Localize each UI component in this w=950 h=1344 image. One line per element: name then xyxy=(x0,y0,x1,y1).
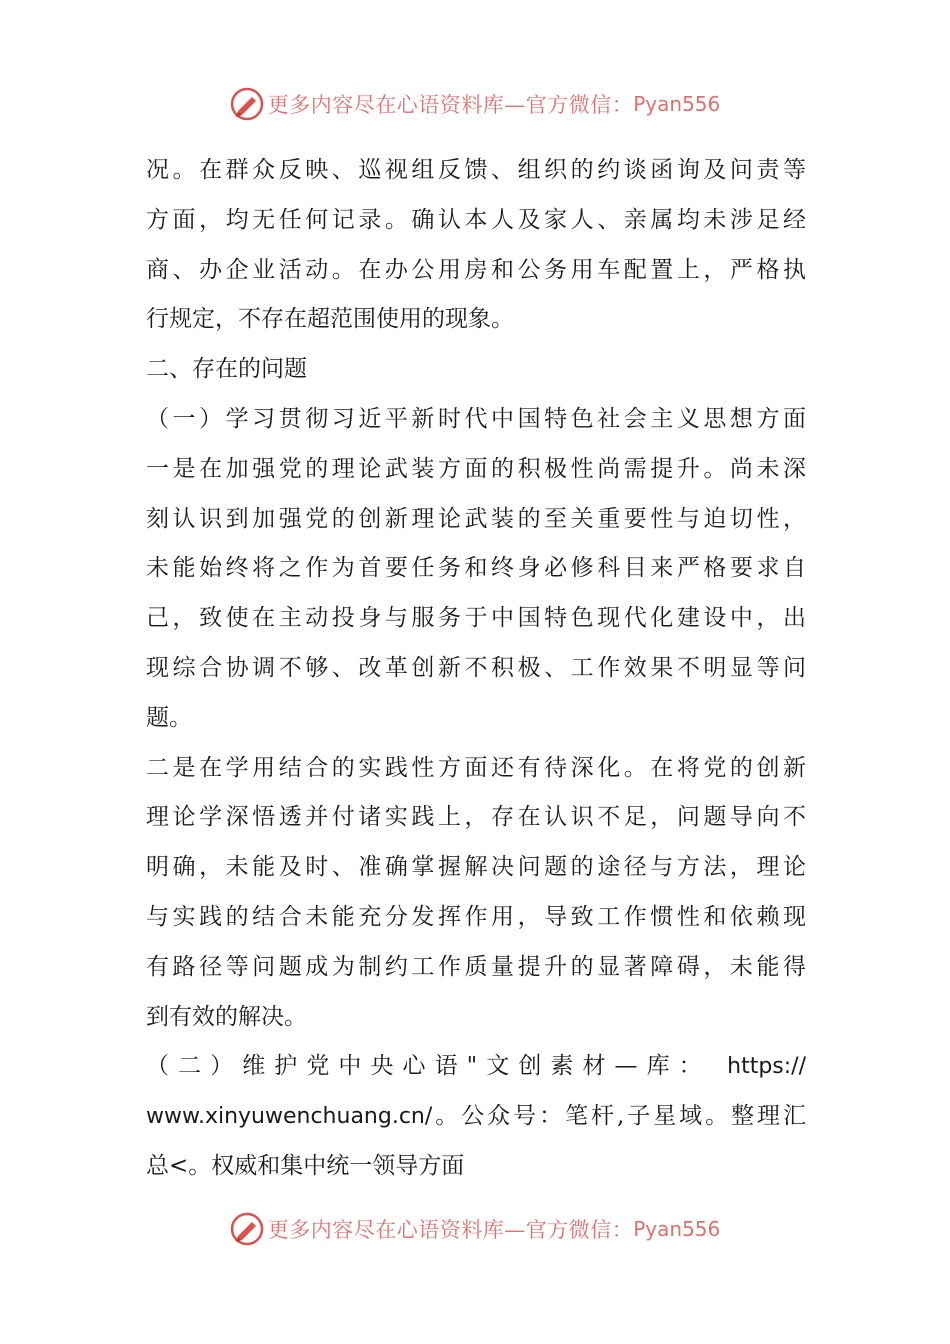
header-banner xyxy=(0,84,950,124)
url-start: https:// xyxy=(727,1054,806,1080)
subsection-heading-start xyxy=(146,1042,806,1092)
banner-text: 更多内容尽在心语资料库—官方微信： xyxy=(267,1218,634,1242)
text-line: 一是在加强党的理论武装方面的积极性尚需提升。尚未深 xyxy=(146,455,806,482)
heading-cjk-part: （二）维护党中央心语"文创素材—库： xyxy=(146,1053,711,1080)
text-line: 明确，未能及时、准确掌握解决问题的途径与方法，理论 xyxy=(146,854,806,881)
document-body xyxy=(146,146,806,1192)
pen-logo-icon xyxy=(230,87,264,121)
url-line xyxy=(146,1092,806,1142)
banner-text: 更多内容尽在心语资料库—官方微信： xyxy=(267,93,634,117)
text-line: 行规定，不存在超范围使用的现象。 xyxy=(146,306,514,333)
text-line: 有路径等问题成为制约工作质量提升的显著障碍，未能得 xyxy=(146,953,806,980)
url-rest: www.xinyuwenchuang.cn/ xyxy=(146,1104,433,1130)
pen-logo-icon xyxy=(230,1212,264,1246)
text-line: 总<。权威和集中统一领导方面 xyxy=(146,1152,465,1179)
footer-banner xyxy=(0,1209,950,1249)
banner-wechat-id: Pyan556 xyxy=(633,1217,721,1241)
text-line: 商、办企业活动。在办公用房和公务用车配置上，严格执 xyxy=(146,256,806,283)
text-line: 与实践的结合未能充分发挥作用，导致工作惯性和依赖现 xyxy=(146,903,806,930)
text-line: 况。在群众反映、巡视组反馈、组织的约谈函询及问责等 xyxy=(146,157,806,183)
text-line: 刻认识到加强党的创新理论武装的至关重要性与迫切性， xyxy=(146,505,806,532)
text-line: 到有效的解决。 xyxy=(146,1003,307,1030)
subsection-heading: （一）学习贯彻习近平新时代中国特色社会主义思想方面 xyxy=(146,405,806,432)
banner-wechat-id: Pyan556 xyxy=(633,92,721,116)
text-line: 理论学深悟透并付诸实践上，存在认识不足，问题导向不 xyxy=(146,804,806,831)
text-line: 未能始终将之作为首要任务和终身必修科目来严格要求自 xyxy=(146,555,806,582)
text-line: 己，致使在主动投身与服务于中国特色现代化建设中，出 xyxy=(146,605,806,632)
text-line: 题。 xyxy=(146,704,192,731)
url-line-cjk: 。公众号：笔杆,子星域。整理汇 xyxy=(432,1103,806,1130)
text-line: 二是在学用结合的实践性方面还有待深化。在将党的创新 xyxy=(146,754,806,781)
section-heading: 二、存在的问题 xyxy=(146,356,307,383)
text-line: 现综合协调不够、改革创新不积极、工作效果不明显等问 xyxy=(146,654,806,681)
text-line: 方面，均无任何记录。确认本人及家人、亲属均未涉足经 xyxy=(146,206,806,233)
